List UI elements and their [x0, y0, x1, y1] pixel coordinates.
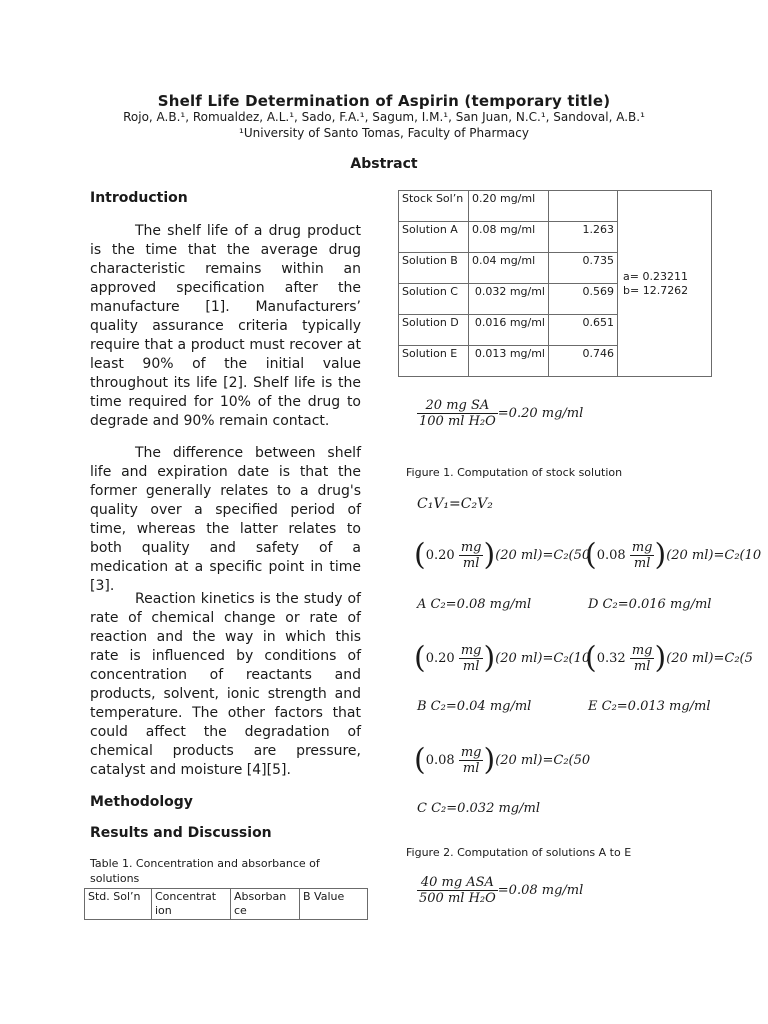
equation-rest: (20 ml)=C₂(10: [666, 548, 762, 563]
solution-name-cell: Solution B: [399, 253, 469, 284]
author-list: Rojo, A.B.¹, Romualdez, A.L.¹, Sado, F.A.¹, Sagum, I.M.¹, San Juan, N.C.¹, Sandoval, A.B.¹: [123, 110, 645, 124]
table1: [84, 888, 368, 920]
concentration-cell: 0.20 mg/ml: [469, 191, 549, 222]
solution-name-cell: Solution C: [399, 284, 469, 315]
equation-rest: (20 ml)=C₂(5: [666, 651, 753, 666]
concentration-cell: 0.04 mg/ml: [469, 253, 549, 284]
coefficient: 0.20: [425, 651, 455, 666]
equation-d: (0.08 $\frac{mg}{ml}$ )(20 ml)=C₂(10: [585, 537, 762, 573]
fraction-numerator: mg: [460, 540, 482, 555]
coefficient: 0.08: [596, 548, 626, 563]
solution-a-equation: [417, 875, 583, 906]
absorbance-cell: [549, 191, 618, 222]
equation-a: (0.20 $\frac{mg}{ml}$ )(20 ml)=C₂(50: [414, 537, 591, 573]
intro-paragraph-2: [90, 444, 361, 596]
paragraph-text: The difference between shelf life and expiration date is that the former generally relates to a drug's quality over a specified period of time, whereas the latter relates to both quality and safety of a medication at a specific point in time [3].: [90, 445, 361, 594]
data-table: [398, 190, 712, 377]
paper-title: Shelf Life Determination of Aspirin (temporary title): [157, 92, 611, 110]
absorbance-cell: 0.746: [549, 346, 618, 377]
solution-a-fraction: [417, 875, 498, 906]
figure2-caption: Figure 2. Computation of solutions A to E: [406, 846, 632, 859]
concentration-cell: 0.013 mg/ml: [469, 346, 549, 377]
paragraph-text: The shelf life of a drug product is the time that the average drug characteristic remains within an approved specification after the manufacture [1]. Manufacturers’ quality assurance criteria typically require that a product must recover at least 90% of the initial value throughout its life [2]. Shelf life is the time required for 10% of the drug to degrade and 90% remain contact.: [90, 223, 361, 429]
fraction-denominator: ml: [459, 555, 484, 571]
figure1-caption: Figure 1. Computation of stock solution: [406, 466, 623, 479]
equation-rest: (20 ml)=C₂(50: [495, 548, 591, 563]
fraction-numerator: mg: [631, 643, 653, 658]
coefficient: 0.08: [425, 753, 455, 768]
concentration-cell: 0.032 mg/ml: [469, 284, 549, 315]
result-b: B C₂=0.04 mg/ml: [417, 699, 532, 714]
table-row: [85, 889, 368, 920]
concentration-cell: 0.016 mg/ml: [469, 315, 549, 346]
result-d: D C₂=0.016 mg/ml: [588, 597, 712, 612]
fraction-denominator: 100 ml H₂O: [419, 414, 496, 429]
fraction-numerator: 40 mg ASA: [420, 875, 494, 890]
coefficient: 0.20: [425, 548, 455, 563]
fraction-numerator: mg: [631, 540, 653, 555]
unit-fraction: [630, 643, 655, 674]
absorbance-cell: 1.263: [549, 222, 618, 253]
dilution-formula: C₁V₁=C₂V₂: [417, 496, 493, 512]
result-e: E C₂=0.013 mg/ml: [588, 699, 711, 714]
solution-name-cell: Solution D: [399, 315, 469, 346]
equation-c: (0.08 $\frac{mg}{ml}$ )(20 ml)=C₂(50: [414, 742, 591, 778]
intro-paragraph-1: [90, 222, 361, 431]
table-row: [399, 191, 712, 222]
results-heading: Results and Discussion: [90, 825, 272, 841]
equation-rest: (20 ml)=C₂(50: [495, 753, 591, 768]
equation-rest: (20 ml)=C₂(10: [495, 651, 591, 666]
equation-b: (0.20 $\frac{mg}{ml}$ )(20 ml)=C₂(10: [414, 640, 591, 676]
intro-paragraph-3: [90, 590, 361, 780]
result-a: A C₂=0.08 mg/ml: [417, 597, 532, 612]
absorbance-cell: 0.569: [549, 284, 618, 315]
methodology-heading: Methodology: [90, 794, 193, 810]
result-c: C C₂=0.032 mg/ml: [417, 801, 540, 816]
fraction-numerator: 20 mg SA: [425, 398, 490, 413]
table-header-cell: Std. Sol’n: [85, 889, 152, 920]
fraction-denominator: ml: [459, 760, 484, 776]
table-header-cell: Absorban ce: [231, 889, 300, 920]
fraction-denominator: ml: [459, 658, 484, 674]
b-value-cell: a= 0.23211 b= 12.7262: [618, 191, 712, 377]
unit-fraction: [459, 745, 484, 776]
absorbance-cell: 0.735: [549, 253, 618, 284]
equation-rhs: =0.20 mg/ml: [497, 406, 584, 421]
fraction-denominator: 500 ml H₂O: [419, 891, 496, 906]
absorbance-cell: 0.651: [549, 315, 618, 346]
fraction-numerator: mg: [460, 745, 482, 760]
stock-fraction: [417, 398, 498, 429]
abstract-heading: Abstract: [350, 156, 418, 172]
stock-equation: [417, 398, 583, 429]
coefficient: 0.32: [596, 651, 626, 666]
table-header-cell: Concentrat ion: [152, 889, 231, 920]
fraction-numerator: mg: [460, 643, 482, 658]
introduction-heading: Introduction: [90, 190, 188, 206]
solution-name-cell: Solution E: [399, 346, 469, 377]
equation-e: (0.32 $\frac{mg}{ml}$ )(20 ml)=C₂(5: [585, 640, 753, 676]
table-header-cell: B Value: [300, 889, 368, 920]
fraction-denominator: ml: [630, 555, 655, 571]
solution-name-cell: Stock Sol’n: [399, 191, 469, 222]
solution-name-cell: Solution A: [399, 222, 469, 253]
concentration-cell: 0.08 mg/ml: [469, 222, 549, 253]
unit-fraction: [459, 643, 484, 674]
unit-fraction: [630, 540, 655, 571]
equation-rhs: =0.08 mg/ml: [497, 883, 584, 898]
paragraph-text: Reaction kinetics is the study of rate of chemical change or rate of reaction and the way in which this rate is influenced by conditions of concentration of reactants and products, solvent, ionic strength and temperature. The other factors that could affect the degradation of chemical products are pressure, catalyst and moisture [4][5].: [90, 591, 361, 778]
fraction-denominator: ml: [630, 658, 655, 674]
table1-caption: Table 1. Concentration and absorbance of solutions: [90, 857, 320, 885]
affiliation: ¹University of Santo Tomas, Faculty of Pharmacy: [239, 126, 529, 140]
unit-fraction: [459, 540, 484, 571]
